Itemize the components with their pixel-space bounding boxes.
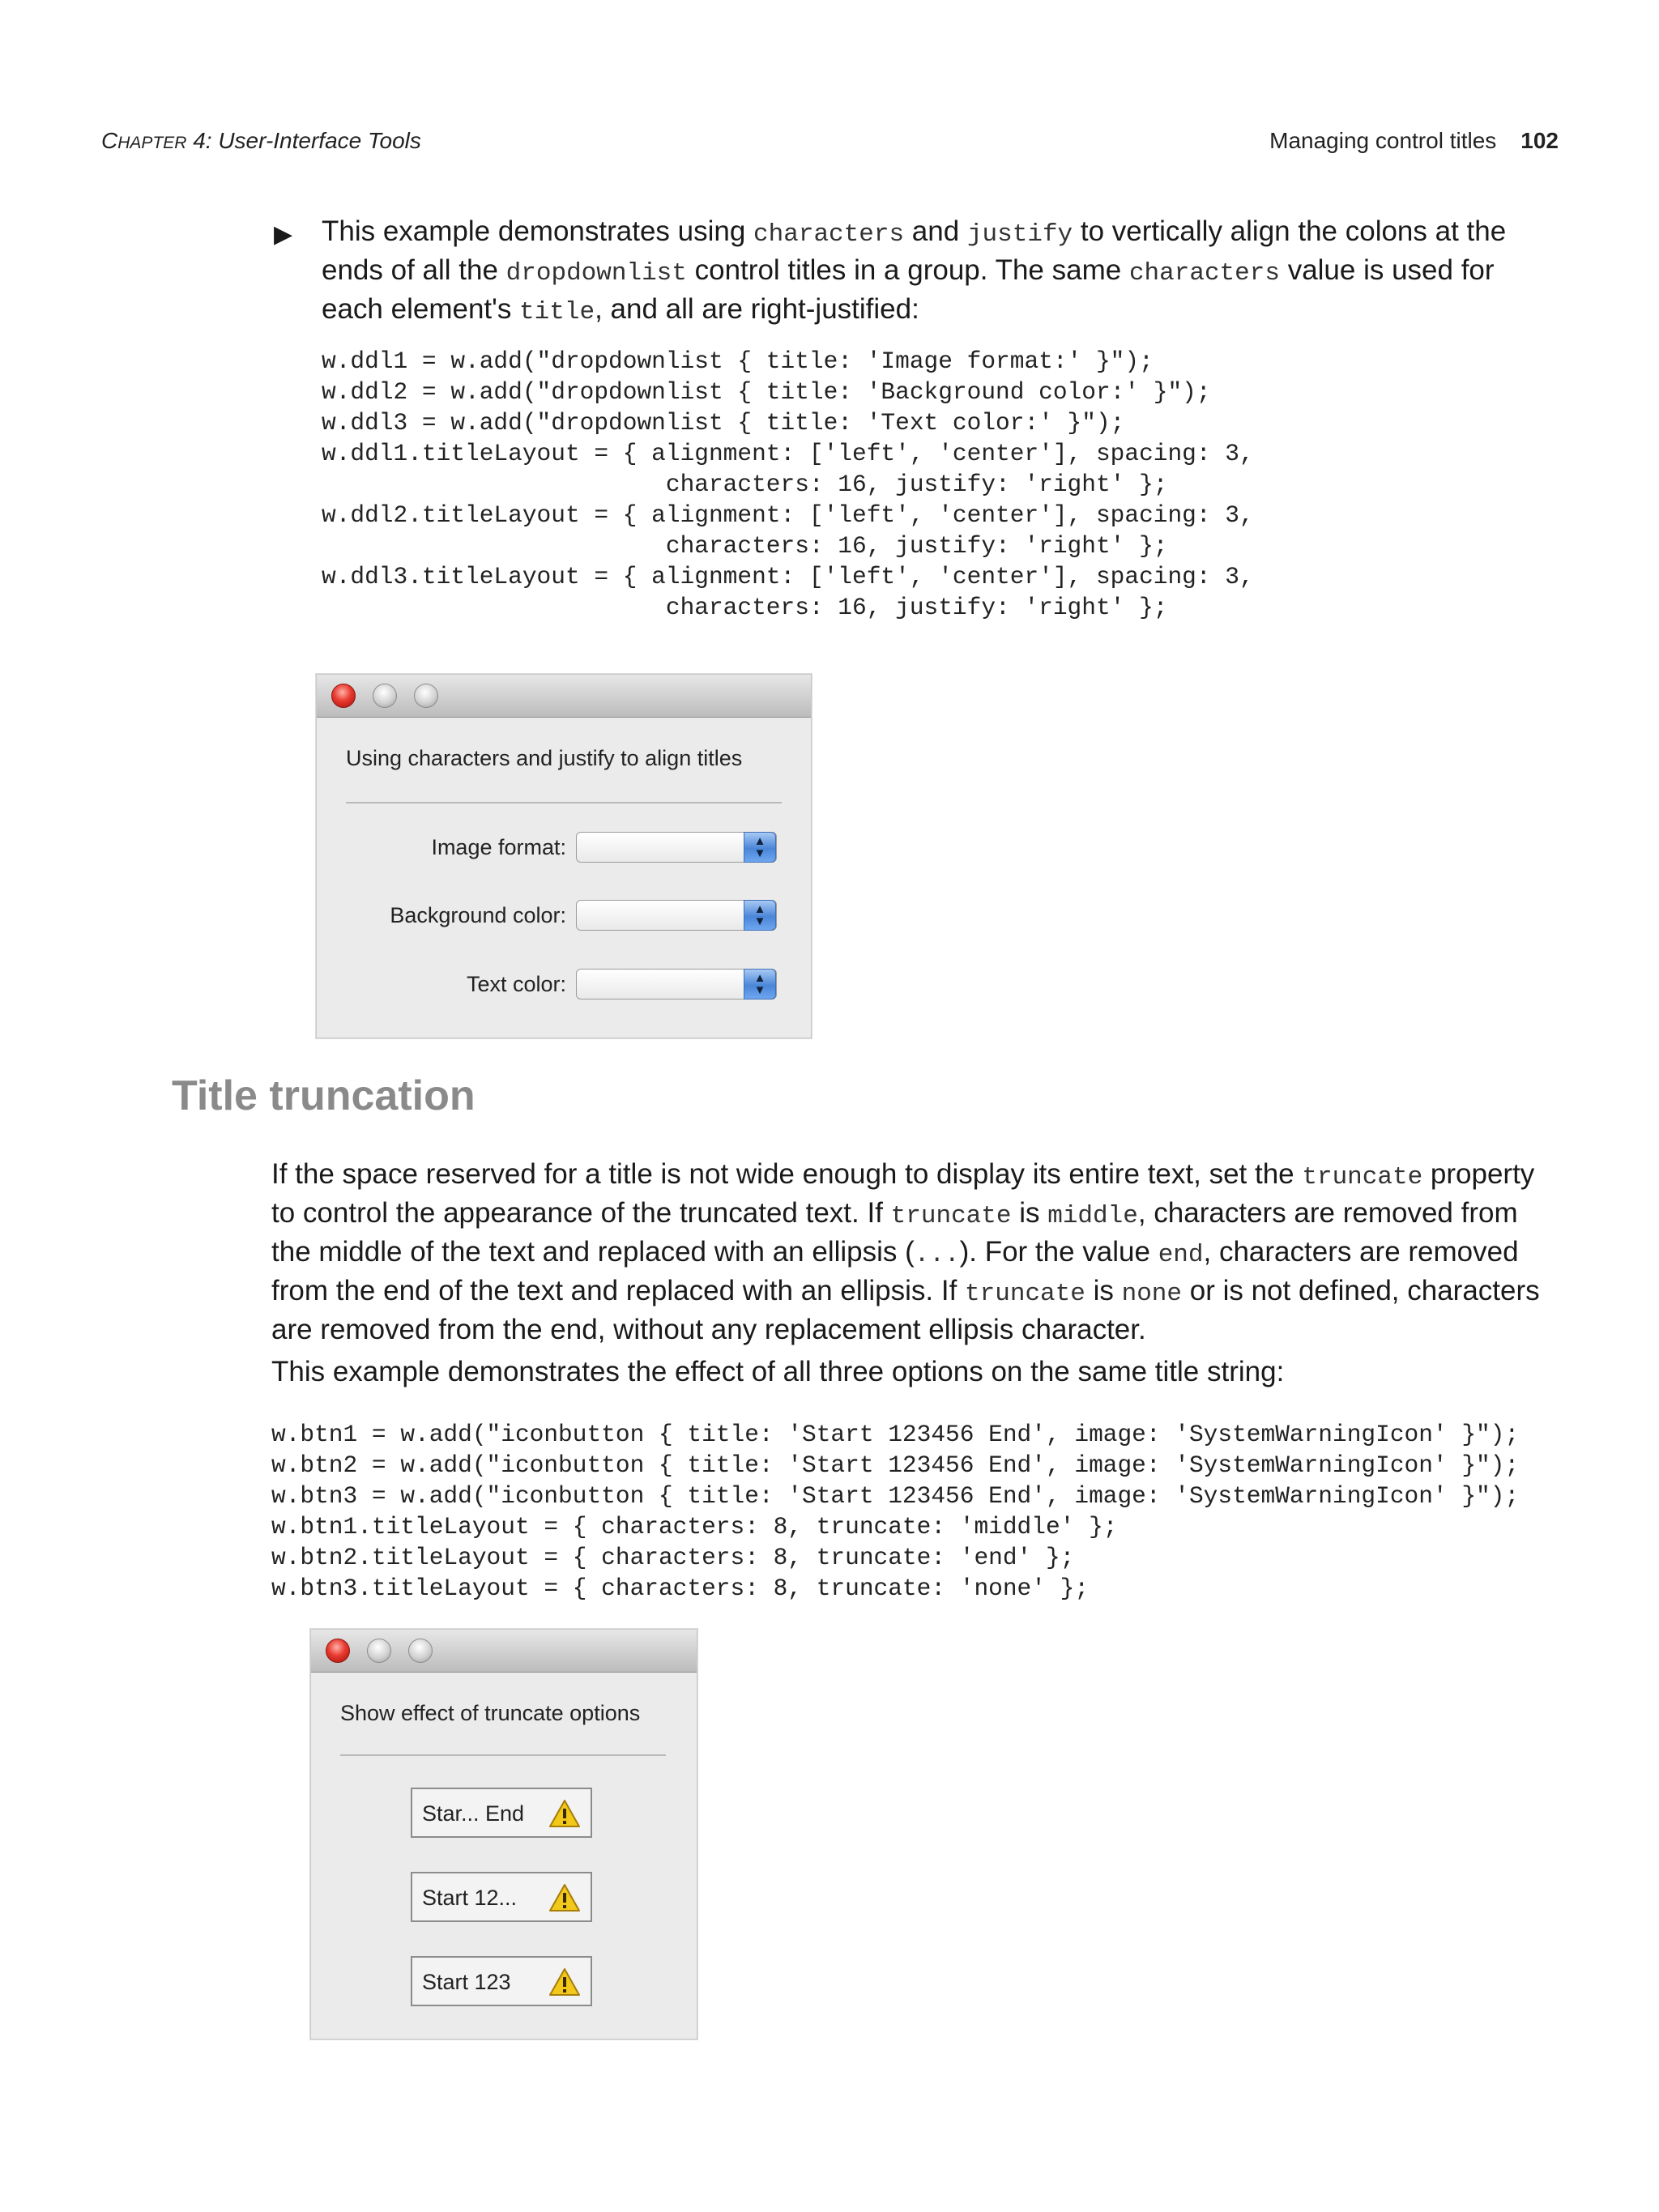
chevron-up-down-icon: ▲ ▼ (744, 969, 776, 999)
section-name: Managing control titles (1269, 128, 1497, 153)
warning-icon (548, 1883, 581, 1912)
warning-icon (548, 1799, 581, 1828)
bullet-arrow-icon: ▶ (274, 221, 293, 248)
background-color-label: Background color: (390, 903, 566, 927)
icon-button-label: Start 12... (422, 1886, 518, 1910)
window-heading: Show effect of truncate options (340, 1701, 641, 1725)
minimize-window-button[interactable] (373, 684, 397, 708)
zoom-window-button[interactable] (408, 1639, 433, 1663)
text-color-label: Text color: (466, 972, 566, 996)
dialog-window-truncate (310, 1629, 697, 2039)
text-color-dropdown[interactable] (576, 969, 777, 999)
icon-button-label: Start 123 (422, 1970, 511, 1994)
section-title: Title truncation (172, 1072, 476, 1119)
icon-button-none[interactable] (411, 1956, 592, 2006)
window-titlebar (317, 675, 811, 718)
running-header-section (1269, 128, 1559, 154)
example-intro-paragraph: This example demonstrates the effect of all three options on the same title string: (271, 1356, 1285, 1387)
close-window-button[interactable] (331, 684, 356, 708)
page-number: 102 (1520, 128, 1559, 153)
chevron-up-down-icon: ▲ ▼ (744, 832, 776, 863)
image-format-label: Image format: (431, 835, 566, 859)
icon-button-end[interactable] (411, 1872, 592, 1922)
image-format-dropdown[interactable] (576, 832, 777, 863)
minimize-window-button[interactable] (367, 1639, 391, 1663)
zoom-window-button[interactable] (414, 684, 438, 708)
code-block-iconbutton: w.btn1 = w.add("iconbutton { title: 'Start 123456 End', image: 'SystemWarningIcon' }"); w.btn2 = w.add("iconbutton { title: 'Start 123456 End', image: 'SystemWarningIcon' }"); w.btn3 = w.add("iconbutton { title: 'Start 123456 End', image: 'SystemWarningIcon' }"); w.btn1.titleLayout = { characters: 8, truncate: 'middle' }; w.btn2.titleLayout = { characters: 8, truncate: 'end' }; w.btn3.titleLayout = { characters: 8, truncate: 'none' }; (271, 1421, 1520, 1602)
icon-button-middle[interactable] (411, 1788, 592, 1838)
separator (340, 1754, 666, 1756)
dialog-window-align-titles (316, 674, 812, 1038)
window-heading: Using characters and justify to align titles (346, 746, 743, 770)
chevron-up-down-icon: ▲ ▼ (744, 900, 776, 931)
running-header-chapter: CHAPTER 4: User-Interface Tools (101, 128, 421, 153)
window-titlebar (311, 1630, 697, 1673)
intro-paragraph: This example demonstrates using characters and justify to vertically align the colons at the ends of all the dropdownlist control titles in a group. The same characters value is used for each element's title, and all are right-justified: (322, 215, 1507, 326)
close-window-button[interactable] (326, 1639, 350, 1663)
background-color-dropdown[interactable] (576, 900, 777, 931)
code-block-dropdownlist: w.ddl1 = w.add("dropdownlist { title: 'Image format:' }"); w.ddl2 = w.add("dropdownlist { title: 'Background color:' }"); w.ddl3 = w.add("dropdownlist { title: 'Text color:' }"); w.ddl1.titleLayout = { alignment: ['left', 'center'], spacing: 3, characters: 16, justify: 'right' }; w.ddl2.titleLayout = { alignment: ['left', 'center'], spacing: 3, characters: 16, justify: 'right' }; w.ddl3.titleLayout = { alignment: ['left', 'center'], spacing: 3, characters: 16, justify: 'right' }; (322, 347, 1254, 621)
truncation-paragraph: If the space reserved for a title is not wide enough to display its entire text, set the truncate property to control the appearance of the truncated text. If truncate is middle, characters are removed from the middle of the text and replaced with an ellipsis (...). For the value end, characters are removed from the end of the text and replaced with an ellipsis. If truncate is none or is not defined, characters are removed from the end, without any replacement ellipsis character. (271, 1158, 1540, 1345)
separator (346, 802, 782, 803)
warning-icon (548, 1967, 581, 1997)
icon-button-label: Star... End (422, 1801, 525, 1826)
